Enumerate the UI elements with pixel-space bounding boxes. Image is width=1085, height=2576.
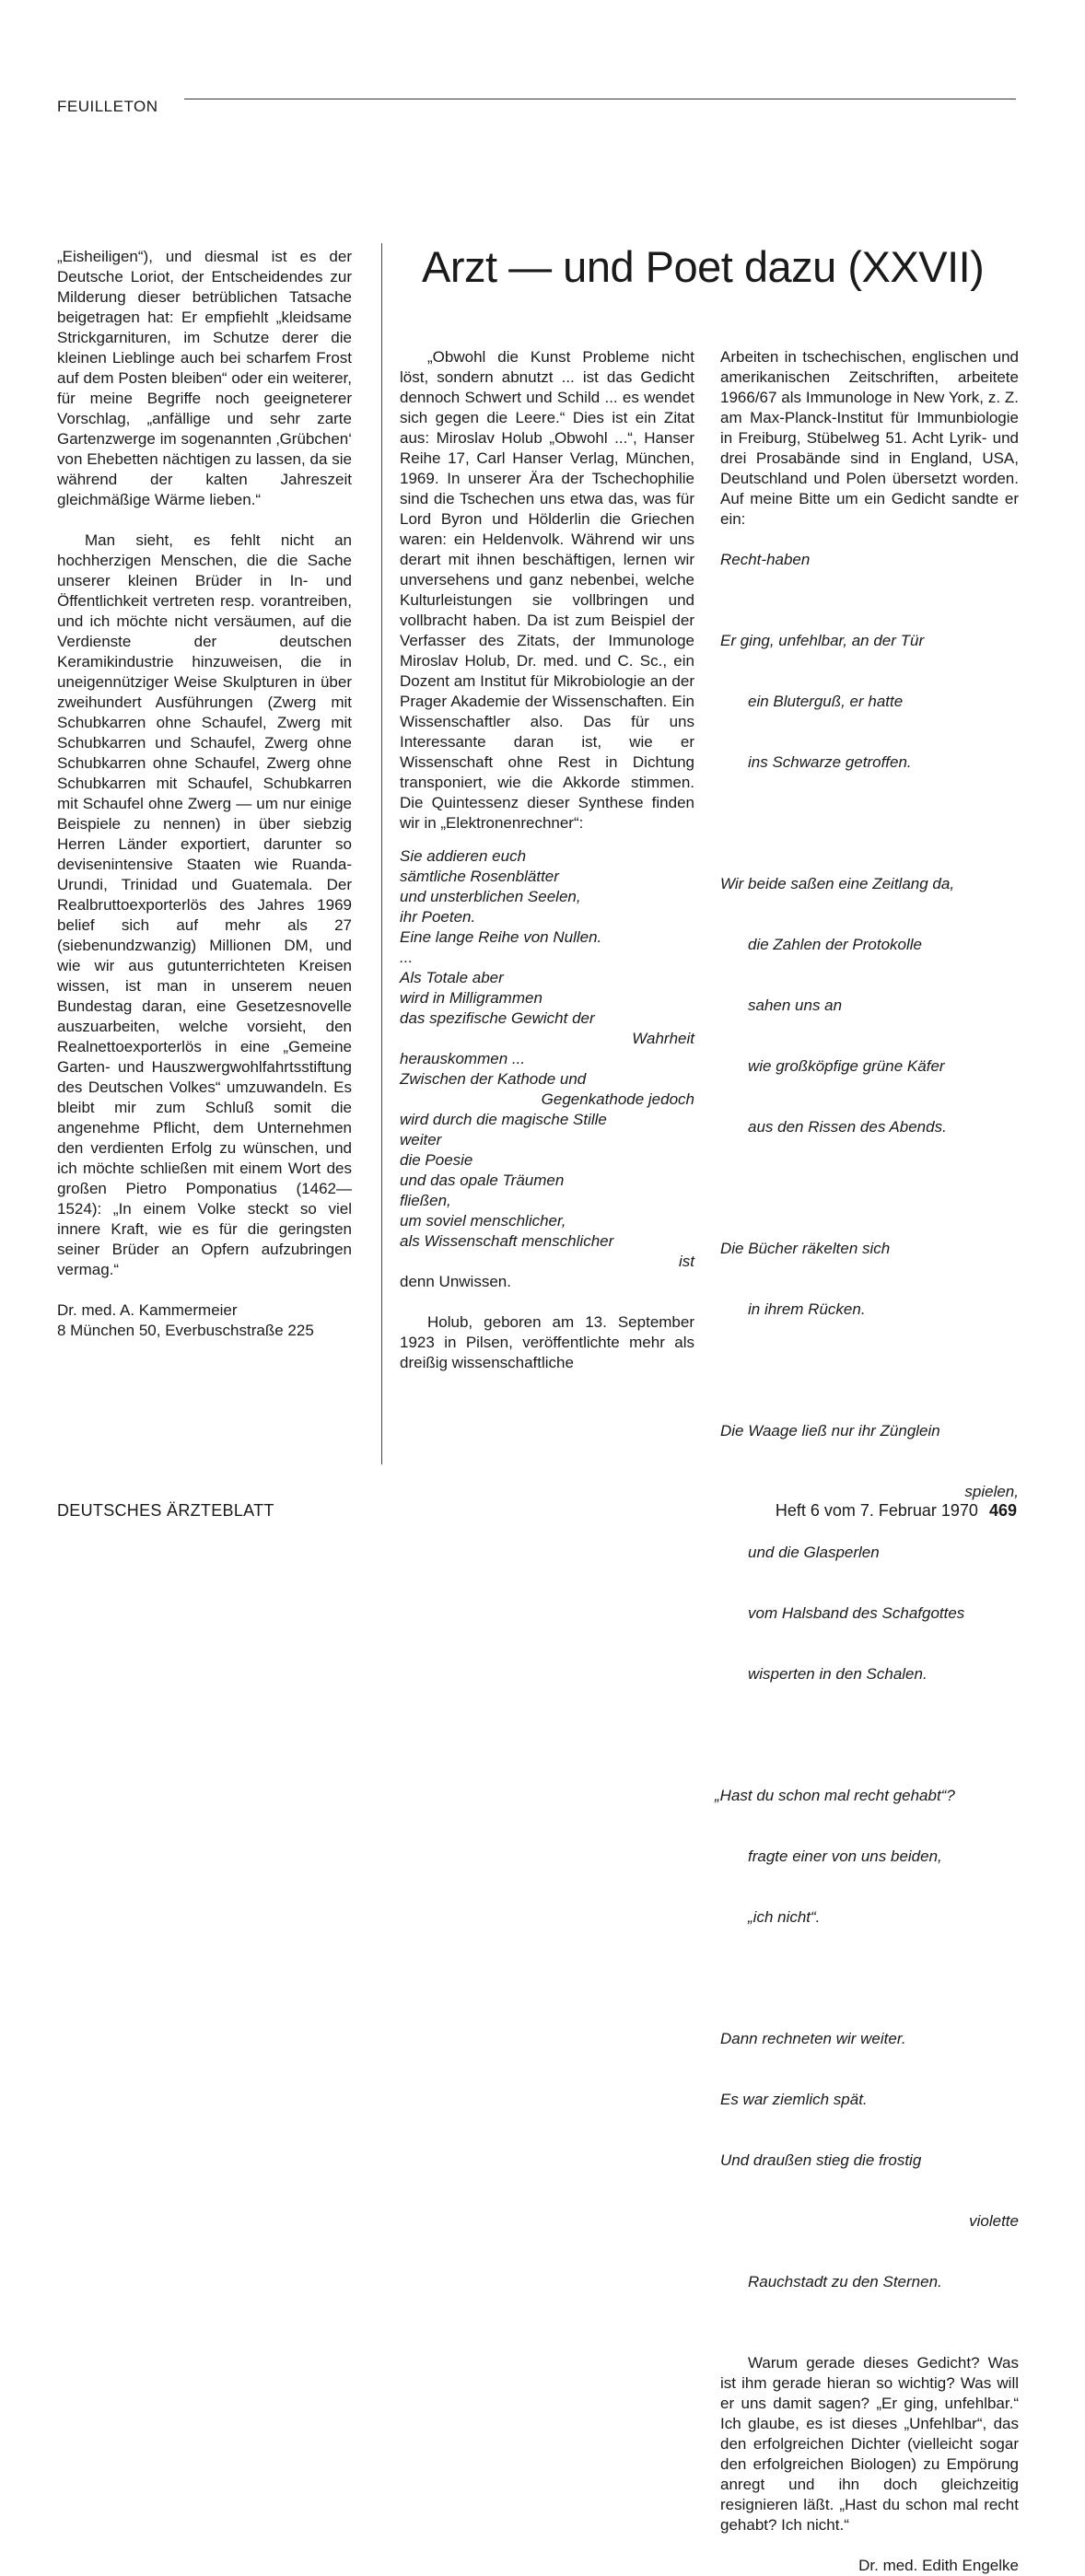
section-label: FEUILLETON — [57, 98, 158, 115]
paragraph: „Eisheiligen“), und diesmal ist es der Deutsche Loriot, der Entscheidendes zur Milderung dieser betrüblichen Tatsache beigetragen hat: Er empfiehlt „kleidsame Strickgarnituren, im Schutze derer die kleinen Lieblinge auch bei scharfem Frost auf dem Posten bleiben“ oder ein weiterer, für meine Begriffe noch geeigneterer Vorschlag, „anfällige und sehr zarte Gartenzwerge im sogenannten ‚Grübchen‘ von Ehebetten nächtigen zu lassen, da sie während der kalten Jahreszeit gleichmäßige Wärme lieben.“ — [57, 248, 352, 508]
poem-line: ihr Poeten. — [400, 908, 476, 926]
poem-line: Sie addieren euch — [400, 847, 527, 865]
column-right — [715, 347, 1019, 2576]
poem-recht-haben — [715, 550, 1019, 2333]
poem-line: ins Schwarze getroffen. — [748, 753, 912, 771]
poem-line: ein Bluterguß, er hatte — [748, 693, 904, 710]
poem-line: die Zahlen der Protokolle — [748, 936, 923, 953]
poem-title: Recht-haben — [720, 551, 811, 568]
poem-line: sämtliche Rosenblätter — [400, 868, 559, 885]
poem-line: Gegenkathode jedoch — [541, 1090, 694, 1108]
poem-line: „Hast du schon mal recht gehabt“? — [715, 1787, 955, 1804]
paragraph: Warum gerade dieses Gedicht? Was ist ihm gerade hieran so wichtig? Was will er uns damit sagen? „Er ging, unfehlbar.“ Ich glaube, es ist dieses „Unfehlbar“, das den erfolgreichen Dichter (vielleicht sogar den erfolgreichen Biologen) zu Empörung anregt und ihn doch gleichzeitig resignieren läßt. „Hast du schon mal recht gehabt? Ich nicht.“ — [720, 2354, 1019, 2534]
poem-line: ist — [679, 1253, 694, 1270]
paragraph: Arbeiten in tschechischen, englischen und amerikanischen Zeitschriften, arbeitete 1966/67 als Immunologe in New York, z. Z. am Max-Planck-Institut für Immunbiologie in Freiburg, Stübelweg 51. Acht Lyrik- und drei Prosabände sind in England, USA, Deutschland und Polen übersetzt worden. Auf meine Bitte um ein Gedicht sandte er ein: — [720, 348, 1019, 528]
poem-stanza — [720, 1988, 1019, 2333]
poem-line: als Wissenschaft menschlicher — [400, 1232, 614, 1250]
poem-line: denn Unwissen. — [400, 1273, 511, 1290]
poem-line: fließen, — [400, 1192, 451, 1209]
article-title: Arzt — und Poet dazu (XXVII) — [422, 242, 985, 291]
poem-stanza — [720, 590, 1019, 813]
poem-line: Und draußen stieg die frostig — [720, 2151, 922, 2169]
poem-line: und die Glasperlen — [748, 1544, 880, 1561]
paragraph: Man sieht, es fehlt nicht an hochherzigen Menschen, die die Sache unserer kleinen Brüder in In- und Öffentlichkeit vertreten resp. vorantreiben, und ich möchte nicht versäumen, auf die Verdienste der deutschen Keramikindustrie hinzuweisen, die in uneigennütziger Weise Skulpturen in über zweihundert Ausführungen (Zwerg mit Schubkarren ohne Schaufel, Zwerg mit Schubkarren und Schaufel, Zwerg ohne Schubkarren ohne Schaufel, Zwerg ohne Schubkarren mit Schaufel, Schubkarren mit Schaufel ohne Zwerg — um nur einige Beispiele zu nennen) in über siebzig Herren Länder exportiert, darunter so devisenintensive Staaten wie Ruanda-Urundi, Trinidad und Guatemala. Der Realbruttoexporterlös des Jahres 1969 belief sich auf mehr als 27 (siebenundzwanzig) Millionen DM, und wie wir aus gutunterrichteten Kreisen wissen, ist man in unserem neuen Bundestag daran, eine Gesetzesnovelle auszuarbeiten, welche vorsieht, den Realnettoexporterlös in eine „Gemeine Garten- und Hauszwergwohlfahrtsstiftung des Deutschen Volkes“ umzuwandeln. Es bleibt mir zum Schluß somit die angenehme Pflicht, dem Unternehmen den verdienten Erfolg zu wünschen, und ich möchte schließen mit einem Wort des großen Pietro Pomponatius (1462—1524): „In einem Volke steckt so viel innere Kraft, wie es für die geringsten seiner Brüder an Opfern aufzubringen vermag.“ — [57, 531, 352, 1278]
poem-stanza — [720, 1198, 1019, 1360]
issue-date: Heft 6 vom 7. Februar 1970 — [775, 1501, 978, 1520]
poem-stanza — [720, 833, 1019, 1178]
poem-line: Die Waage ließ nur ihr Zünglein — [720, 1422, 940, 1440]
poem-line: in ihrem Rücken. — [748, 1300, 866, 1318]
journal-name: DEUTSCHES ÄRZTEBLATT — [57, 1501, 274, 1520]
poem-line: wird durch die magische Stille — [400, 1111, 607, 1128]
poem-line: die Poesie — [400, 1151, 473, 1169]
poem-line: wie großköpfige grüne Käfer — [748, 1057, 945, 1075]
poem-line: „ich nicht“. — [748, 1908, 821, 1926]
poem-line: Er ging, unfehlbar, an der Tür — [720, 632, 925, 649]
poem-line: vom Halsband des Schafgottes — [748, 1604, 965, 1622]
poem-line: violette — [969, 2212, 1019, 2230]
page-number: 469 — [988, 1501, 1017, 1520]
poem-line: und unsterblichen Seelen, — [400, 888, 581, 905]
poem-line: Als Totale aber — [400, 969, 504, 986]
poem-line: weiter — [400, 1131, 442, 1148]
poem-line: und das opale Träumen — [400, 1171, 565, 1189]
poem-line: wisperten in den Schalen. — [748, 1665, 928, 1683]
poem-line: fragte einer von uns beiden, — [748, 1847, 942, 1865]
column-middle — [400, 347, 694, 1373]
author-name: Dr. med. A. Kammermeier — [57, 1301, 238, 1319]
poem-line: aus den Rissen des Abends. — [748, 1118, 947, 1136]
poem-line: spielen, — [964, 1483, 1019, 1500]
poem-line: Die Bücher räkelten sich — [720, 1240, 891, 1257]
poem-line: wird in Milligrammen — [400, 989, 542, 1007]
author-address: 8 München 50, Everbuschstraße 225 — [57, 1322, 314, 1339]
poem-line: Es war ziemlich spät. — [720, 2091, 868, 2108]
poem-line: herauskommen ... — [400, 1050, 526, 1067]
poem-line: das spezifische Gewicht der — [400, 1009, 595, 1027]
poem-stanza — [715, 1745, 1019, 1968]
poem-elektronenrechner — [400, 846, 694, 1292]
poem-line: Eine lange Reihe von Nullen. — [400, 928, 602, 946]
poem-line: sahen uns an — [748, 997, 843, 1014]
column-divider — [381, 243, 382, 1464]
column-left — [57, 247, 352, 1341]
paragraph: „Obwohl die Kunst Probleme nicht löst, sondern abnutzt ... ist das Gedicht dennoch Schwert und Schild ... es wendet sich gegen die Leere.“ Dies ist ein Zitat aus: Miroslav Holub „Obwohl ...“, Hanser Reihe 17, Carl Hanser Verlag, München, 1969. In unserer Ära der Tschechophilie sind die Tschechen uns etwa das, was für Lord Byron und Hölderlin die Griechen waren: ein Heldenvolk. Während wir uns derart mit ihnen beschäftigen, lernen wir unversehens und ganz nebenbei, welche Kulturleistungen sie vollbringen und vollbracht haben. Da ist zum Beispiel der Verfasser des Zitats, der Immunologe Miroslav Holub, Dr. med. und C. Sc., ein Dozent am Institut für Mikrobiologie an der Prager Akademie der Wissenschaften. Ein Wissenschaftler also. Das für uns Interessante daran ist, wie er Wissenschaft ohne Rest in Dichtung transponiert, wie die Akkorde stimmen. Die Quintessenz dieser Synthese finden wir in „Elektronenrechner“: — [400, 348, 694, 832]
poem-line: um soviel menschlicher, — [400, 1212, 566, 1230]
poem-line: ... — [400, 949, 414, 966]
poem-stanza — [720, 1381, 1019, 1725]
poem-line: Rauchstadt zu den Sternen. — [748, 2273, 942, 2290]
author-block — [57, 1300, 352, 1341]
poem-line: Dann rechneten wir weiter. — [720, 2030, 906, 2047]
paragraph: Holub, geboren am 13. September 1923 in Pilsen, veröffentlichte mehr als dreißig wissenschaftliche — [400, 1313, 694, 1371]
author-signature: Dr. med. Edith Engelke — [858, 2557, 1019, 2574]
poem-line: Wahrheit — [632, 1030, 694, 1047]
poem-line: Zwischen der Kathode und — [400, 1070, 587, 1088]
poem-line: Wir beide saßen eine Zeitlang da, — [720, 875, 955, 892]
issue-info — [776, 1501, 1017, 1521]
